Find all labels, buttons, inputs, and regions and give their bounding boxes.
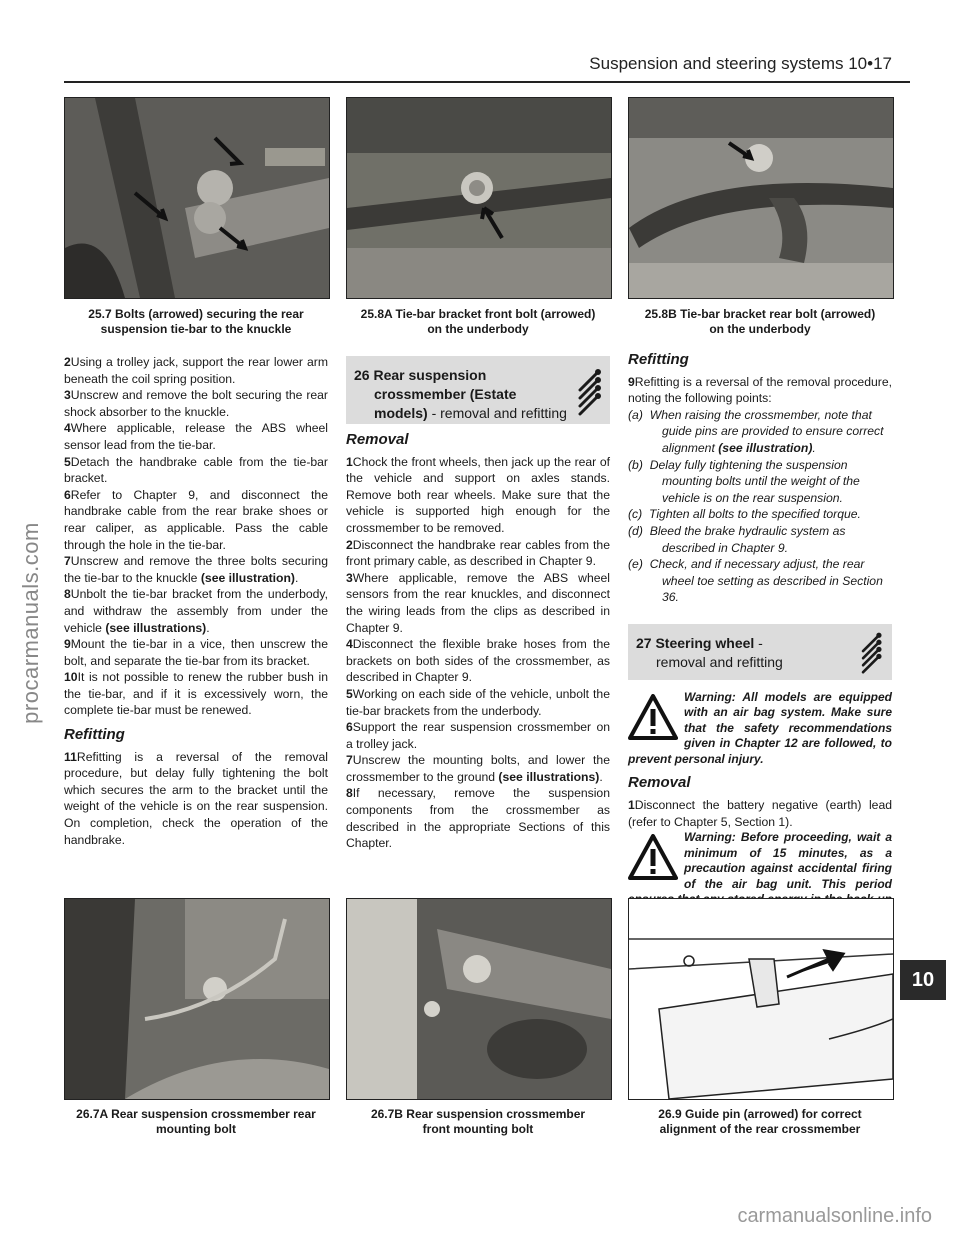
step-2: 2Using a trolley jack, support the rear lower arm beneath the coil spring position. (64, 355, 328, 386)
column-1 (64, 354, 328, 848)
caption-26-7a-line2: mounting bolt (156, 1122, 236, 1136)
section-27-heading (628, 624, 892, 680)
sub-b: (b) Delay fully tightening the suspension mounting bolts until the weight of the vehicle is on the rear suspension. (628, 457, 860, 505)
photo-25-7-image (65, 98, 329, 298)
caption-25-7-line2: suspension tie-bar to the knuckle (100, 322, 292, 336)
s27-step-1: 1Disconnect the battery negative (earth) lead (refer to Chapter 5, Section 1). (628, 798, 892, 829)
sub-d: (d) Bleed the brake hydraulic system as described in Chapter 9. (628, 523, 846, 555)
photo-26-7a-image (65, 899, 329, 1099)
sub-e: (e) Check, and if necessary adjust, the rear wheel toe setting as described in Section 36. (628, 557, 883, 605)
s26-step-9: 9Refitting is a reversal of the removal procedure, noting the following points: (628, 374, 892, 406)
caption-25-8b-line1: 25.8B Tie-bar bracket rear bolt (arrowed) (644, 307, 876, 321)
header-rule (64, 81, 910, 83)
s26-step-6: 6Support the rear suspension crossmember on a trolley jack. (346, 720, 610, 751)
caption-26-7b-line1: 26.7B Rear suspension crossmember (370, 1107, 586, 1121)
photo-25-8b (628, 97, 894, 299)
photo-25-8a (346, 97, 612, 299)
column-3 (628, 350, 892, 923)
caption-25-8b-line2: on the underbody (709, 322, 811, 336)
side-watermark: procarmanuals.com (17, 522, 43, 724)
s26-step-7: 7Unscrew the mounting bolts, and lower the crossmember to the ground (see illustrations). (346, 753, 610, 784)
step-4: 4Where applicable, release the ABS wheel sensor lead from the tie-bar. (64, 421, 328, 452)
step-6: 6Refer to Chapter 9, and disconnect the handbrake cable from the rear brake shoes or rear caliper, as applicable. Pass the cable through the hole in the tie-bar. (64, 487, 328, 552)
s26-step-2: 2Disconnect the handbrake rear cables from the front primary cable, as described in Chapter 9. (346, 537, 610, 569)
s26-step-5: 5Working on each side of the vehicle, unbolt the tie-bar brackets from the underbody. (346, 686, 610, 718)
s26-step-4: 4Disconnect the flexible brake hoses from the brackets on both sides of the crossmember, as described in Chapter 9. (346, 637, 610, 685)
photo-25-8a-image (347, 98, 611, 298)
caption-26-7a-line1: 26.7A Rear suspension crossmember rear (76, 1107, 316, 1121)
warning-triangle-icon-2 (628, 834, 678, 880)
photo-25-7 (64, 97, 330, 299)
warning-airbag: Warning: All models are equipped with an air bag system. Make sure that the safety recommendations given in Chapter 12 are followed, to prevent personal injury. (628, 689, 892, 766)
photo-26-7b-image (347, 899, 611, 1099)
step-11: 11Refitting is a reversal of the removal procedure, but delay fully tightening the bolt which secures the arm to the bracket until the weight of the vehicle is on the rear suspension. On completion, check the operation of the handbrake. (64, 749, 328, 847)
section-26-title: 26 Rear suspension crossmember (Estate models) - removal and refitting (354, 367, 567, 421)
refitting-heading-1: Refitting (64, 726, 125, 744)
caption-25-7 (64, 307, 328, 337)
step-3: 3Unscrew and remove the bolt securing the rear shock absorber to the knuckle. (64, 388, 328, 419)
difficulty-spanner-icon-27 (858, 630, 884, 674)
removal-heading-27: Removal (628, 774, 691, 792)
warning-triangle-icon (628, 694, 678, 740)
sub-c: (c) Tighten all bolts to the specified torque. (628, 507, 861, 522)
s26-step-8: 8If necessary, remove the suspension components from the crossmember as described in the appropriate Sections of this Chapter. (346, 786, 610, 851)
caption-25-8a (346, 307, 610, 337)
caption-25-8b (628, 307, 892, 337)
s26-step-1: 1Chock the front wheels, then jack up the rear of the vehicle and support on axles stands. Remove both rear wheels. Make sure that the vehicle is supported high enough for the crossmember to be removed. (346, 454, 610, 535)
caption-26-7b (346, 1107, 610, 1137)
difficulty-spanner-icon (576, 366, 602, 416)
photo-26-7b (346, 898, 612, 1100)
section-27-title: 27 Steering wheel - removal and refitting (636, 634, 783, 670)
illustration-26-9 (628, 898, 894, 1100)
caption-25-7-line1: 25.7 Bolts (arrowed) securing the rear (88, 307, 304, 321)
caption-25-8a-line1: 25.8A Tie-bar bracket front bolt (arrowed) (360, 307, 596, 321)
step-9: 9Mount the tie-bar in a vice, then unscrew the bolt, and separate the tie-bar from its bracket. (64, 637, 328, 668)
photo-25-8b-image (629, 98, 893, 298)
illustration-26-9-image (629, 899, 893, 1099)
removal-heading-26: Removal (346, 431, 409, 448)
refitting-heading-26: Refitting (628, 351, 689, 368)
chapter-tab: 10 (900, 960, 946, 1000)
column-2 (346, 356, 610, 852)
caption-26-9 (628, 1107, 892, 1137)
caption-26-7a (64, 1107, 328, 1137)
step-8: 8Unbolt the tie-bar bracket from the underbody, and withdraw the assembly from under the vehicle (see illustrations). (64, 587, 328, 635)
step-5: 5Detach the handbrake cable from the tie-bar bracket. (64, 454, 328, 486)
warning-wait: Warning: Before proceeding, wait a minimum of 15 minutes, as a precaution against accidental firing of the air bag unit. This period (628, 830, 892, 923)
s26-step-3: 3Where applicable, remove the ABS wheel sensors from the rear knuckles, and disconnect the wiring leads from the clips as described in Chapter 9. (346, 570, 610, 635)
caption-25-8a-line2: on the underbody (427, 322, 529, 336)
photo-26-7a (64, 898, 330, 1100)
caption-26-9-line1: 26.9 Guide pin (arrowed) for correct (658, 1107, 862, 1121)
caption-26-9-line2: alignment of the rear crossmember (659, 1122, 861, 1136)
step-10: 10It is not possible to renew the rubber bush in the tie-bar, and if it is excessively worn, the complete tie-bar must be renewed. (64, 670, 328, 718)
sub-a: (a) When raising the crossmember, note that guide pins are provided to ensure correct alignment (see illustration). (628, 407, 884, 455)
caption-26-7b-line2: front mounting bolt (422, 1122, 534, 1136)
footer-watermark: carmanualsonline.info (737, 1205, 932, 1227)
page-header: Suspension and steering systems 10•17 (589, 54, 892, 73)
step-7: 7Unscrew and remove the three bolts securing the tie-bar to the knuckle (see illustration). (64, 554, 328, 585)
section-26-heading (346, 356, 610, 424)
